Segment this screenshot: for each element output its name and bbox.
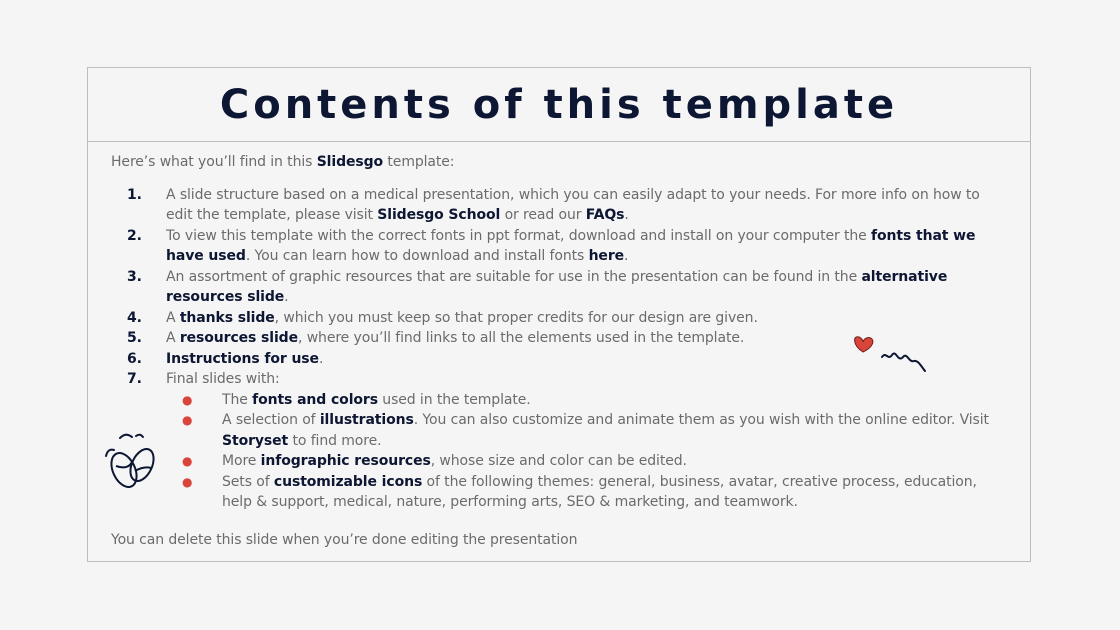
final-slides-list — [111, 390, 1008, 513]
link-faqs[interactable]: FAQs — [585, 207, 625, 223]
title-box — [88, 68, 1030, 142]
page-title: Contents of this template — [219, 81, 899, 128]
link-alternative-resources[interactable]: alternative resources slide — [166, 268, 948, 305]
bullet-icon: ● — [182, 474, 193, 489]
content-frame — [87, 67, 1031, 562]
sub-list-item — [166, 390, 1008, 411]
link-here[interactable]: here — [588, 248, 625, 264]
link-fonts-colors[interactable]: fonts and colors — [252, 391, 378, 408]
list-text: To view this template with the correct fonts in ppt format, download and install on your computer the fonts that we have used. You can learn how to download and install fonts here. — [166, 227, 976, 264]
link-fonts[interactable]: fonts that we have used — [166, 227, 976, 264]
bullet-icon: ● — [182, 413, 193, 427]
sub-list-text: A selection of illustrations. You can also customize and animate them as you wish with the online editor. Visit Storyset to find more. — [222, 412, 989, 449]
list-number: 7. — [127, 371, 142, 387]
link-storyset[interactable]: Storyset — [222, 432, 289, 449]
list-item — [111, 308, 1008, 329]
list-item — [111, 226, 1008, 267]
list-number: 1. — [127, 186, 142, 203]
list-number: 4. — [127, 309, 142, 326]
list-number: 3. — [127, 268, 142, 285]
sub-list-item — [166, 410, 1008, 451]
link-thanks-slide[interactable]: thanks slide — [179, 309, 275, 326]
sub-list-text: The fonts and colors used in the template. — [222, 391, 531, 408]
intro-brand: Slidesgo — [316, 154, 384, 170]
sub-list-text: Sets of customizable icons of the following themes: general, business, avatar, creative process, education, help & support, medical, nature, performing arts, SEO & marketing, and teamwork. — [222, 473, 977, 510]
list-number: 6. — [127, 350, 142, 367]
heart-doodle-icon — [850, 333, 930, 377]
bullet-icon: ● — [182, 392, 193, 407]
sub-list-text: More infographic resources, whose size and color can be edited. — [222, 453, 687, 469]
intro-pre: Here’s what you’ll find in this — [111, 154, 317, 170]
intro-post: template: — [383, 154, 455, 170]
list-number: 2. — [127, 227, 142, 244]
list-text: Final slides with: — [166, 371, 280, 387]
link-resources-slide[interactable]: resources slide — [179, 330, 298, 346]
outro-text: You can delete this slide when you’re done editing the presentation — [111, 531, 578, 548]
list-text: An assortment of graphic resources that are suitable for use in the presentation can be found in the alternative resources slide. — [166, 268, 948, 305]
list-text: A resources slide, where you’ll find links to all the elements used in the template. — [166, 330, 745, 346]
intro-text — [111, 152, 1008, 173]
list-item — [111, 267, 1008, 308]
pill-doodle-icon — [102, 430, 164, 496]
list-text: A slide structure based on a medical presentation, which you can easily adapt to your needs. For more info on how to edit the template, please visit Slidesgo School or read our FAQs. — [166, 186, 980, 223]
sub-list-item — [166, 451, 1008, 472]
link-customizable-icons[interactable]: customizable icons — [273, 473, 423, 490]
link-infographic-resources[interactable]: infographic resources — [260, 453, 431, 469]
link-slidesgo-school[interactable]: Slidesgo School — [377, 207, 501, 223]
list-text: A thanks slide, which you must keep so that proper credits for our design are given. — [166, 309, 758, 326]
list-number: 5. — [127, 330, 142, 346]
sub-list-item — [166, 472, 1008, 513]
list-item — [111, 185, 1008, 226]
bullet-icon: ● — [182, 454, 193, 468]
link-illustrations[interactable]: illustrations — [319, 412, 414, 428]
link-instructions[interactable]: Instructions for use — [166, 350, 319, 367]
list-text: Instructions for use. — [166, 350, 324, 367]
